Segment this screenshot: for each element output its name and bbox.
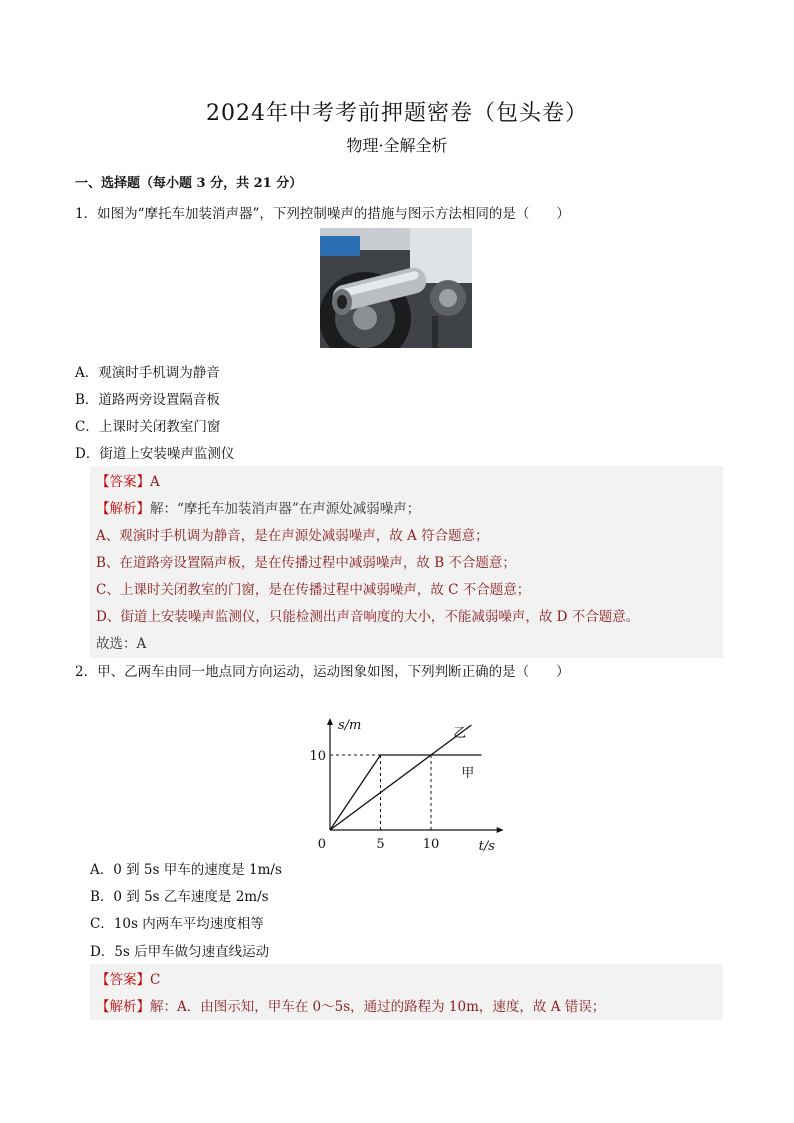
x-tick-label: 5 xyxy=(376,837,385,852)
answer-label: 【答案】 xyxy=(96,474,150,490)
question-2-option-a: A．0 到 5s 甲车的速度是 1m/s xyxy=(90,862,282,878)
question-2-stem: 2．甲、乙两车由同一地点同方向运动，运动图象如图，下列判断正确的是（ ） xyxy=(75,664,570,680)
answer-value: C xyxy=(150,972,161,988)
section-title: 一、选择题（每小题 3 分，共 21 分） xyxy=(75,176,303,191)
x-axis-arrow xyxy=(497,827,504,833)
y-tick-label: 10 xyxy=(309,749,326,764)
analysis-label: 【解析】 xyxy=(96,999,150,1015)
question-1-conclusion: 故选：A xyxy=(96,636,147,652)
motion-graph xyxy=(300,680,520,852)
question-2-option-c: C．10s 内两车平均速度相等 xyxy=(90,916,264,932)
question-1-analysis-d: D、街道上安装噪声监测仪，只能检测出声音响度的大小，不能减弱噪声，故 D 不合题意。 xyxy=(96,609,640,625)
question-1-analysis-b: B、在道路旁设置隔声板，是在传播过程中减弱噪声，故 B 不合题意； xyxy=(96,555,516,571)
question-1-analysis-c: C、上课时关闭教室的门窗，是在传播过程中减弱噪声，故 C 不合题意； xyxy=(96,582,531,598)
answer-value: A xyxy=(150,474,160,490)
question-1-stem: 1．如图为“摩托车加装消声器”，下列控制噪声的措施与图示方法相同的是（ ） xyxy=(75,206,570,222)
question-1-answer xyxy=(96,470,160,490)
series-label-jia: 甲 xyxy=(461,766,475,781)
analysis-intro-text: 解：“摩托车加装消声器”在声源处减弱噪声； xyxy=(150,501,421,517)
page-subtitle: 物理·全解全析 xyxy=(346,136,448,155)
question-1-option-c: C．上课时关闭教室门窗 xyxy=(75,419,221,435)
motion-graph-svg xyxy=(300,680,520,852)
motorcycle-muffler-image xyxy=(320,228,472,348)
series-line-yi xyxy=(330,725,471,830)
question-1-answer-box xyxy=(90,466,723,658)
question-1-option-b: B．道路两旁设置隔音板 xyxy=(75,392,220,408)
question-1-option-a: A．观演时手机调为静音 xyxy=(75,365,220,381)
question-1-analysis-a: A、观演时手机调为静音，是在声源处减弱噪声，故 A 符合题意； xyxy=(96,528,489,544)
question-1-analysis-intro xyxy=(96,497,420,517)
question-2-answer xyxy=(96,968,160,988)
y-axis-label: s/m xyxy=(338,718,362,733)
question-2-option-d: D．5s 后甲车做匀速直线运动 xyxy=(90,944,270,960)
question-2-answer-box xyxy=(90,964,723,1020)
series-label-yi: 乙 xyxy=(453,726,467,741)
y-axis-arrow xyxy=(327,718,333,725)
series-line-jia xyxy=(330,755,482,830)
x-axis-label: t/s xyxy=(478,839,495,852)
analysis-label: 【解析】 xyxy=(96,501,150,517)
x-tick-label: 0 xyxy=(317,837,326,852)
question-2-option-b: B．0 到 5s 乙车速度是 2m/s xyxy=(90,889,269,905)
x-tick-label: 10 xyxy=(422,837,440,852)
motorcycle-muffler-photo xyxy=(320,228,472,348)
page-title: 2024年中考考前押题密卷（包头卷） xyxy=(206,101,588,126)
question-1-option-d: D．街道上安装噪声监测仪 xyxy=(75,446,235,462)
question-2-analysis-intro xyxy=(96,995,605,1015)
analysis-intro-text: 解：A．由图示知，甲车在 0～5s，通过的路程为 10m，速度，故 A 错误； xyxy=(150,999,606,1015)
answer-label: 【答案】 xyxy=(96,972,150,988)
